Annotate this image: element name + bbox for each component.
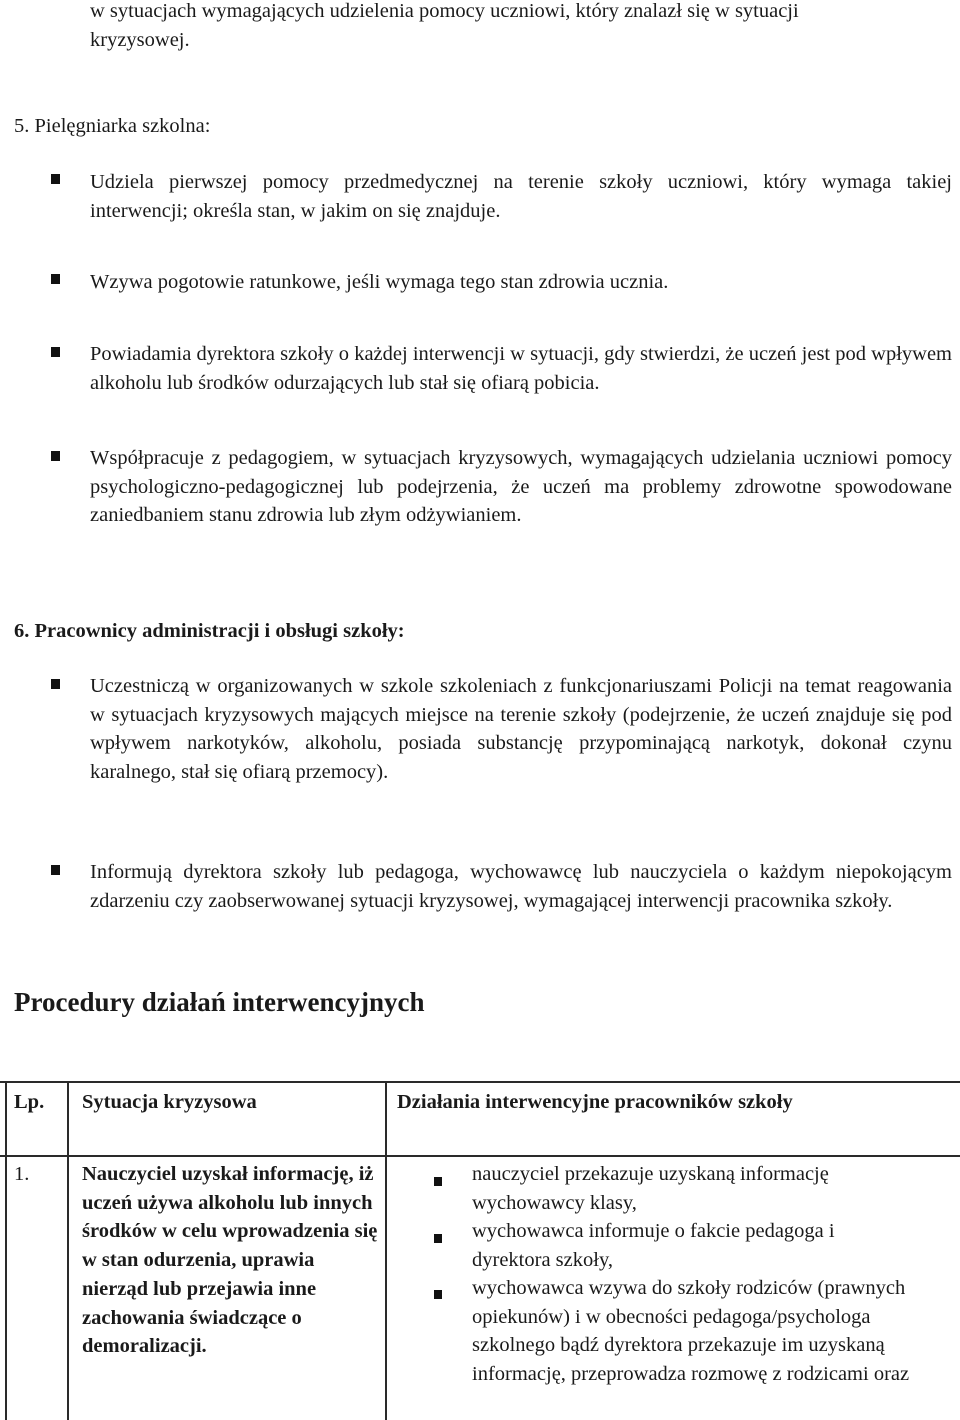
section-5-heading: 5. Pielęgniarka szkolna: bbox=[14, 115, 211, 137]
section-6-item-2: Informują dyrektora szkoły lub pedagoga, wychowawcę lub nauczyciela o każdym niepokojącym zdarzeniu czy zaobserwowanej sytuacji kryzysowej, wymagającej interwencji pracownika szkoły. bbox=[90, 861, 952, 912]
table-header-situation: Sytuacja kryzysowa bbox=[82, 1091, 257, 1113]
square-bullet-icon bbox=[50, 678, 62, 690]
table-header-actions: Działania interwencyjne pracowników szkoły bbox=[397, 1091, 793, 1113]
square-bullet-icon bbox=[433, 1280, 444, 1291]
section-5-item-2: Wzywa pogotowie ratunkowe, jeśli wymaga tego stan zdrowia ucznia. bbox=[90, 271, 669, 293]
square-bullet-icon bbox=[50, 864, 62, 876]
table-border-header-bottom bbox=[0, 1155, 960, 1157]
table-action-item: nauczyciel przekazuje uzyskaną informację wychowawcy klasy, bbox=[472, 1163, 829, 1214]
section-5-item-4: Współpracuje z pedagogiem, w sytuacjach kryzysowych, wymagających udzielania uczniowi pomocy psychologiczno-pedagogicznej lub podejrzenia, że uczeń ma problemy zdrowotne spowodowane zaniedbaniem stanu zdrowia lub złym odżywianiem. bbox=[90, 447, 952, 527]
square-bullet-icon bbox=[50, 450, 62, 462]
table-border-left bbox=[5, 1081, 7, 1420]
square-bullet-icon bbox=[433, 1224, 444, 1235]
square-bullet-icon bbox=[50, 173, 62, 185]
intro-line-1: w sytuacjach wymagających udzielenia pomocy uczniowi, który znalazł się w sytuacji bbox=[90, 0, 799, 22]
table-row-situation: Nauczyciel uzyskał informację, iż uczeń używa alkoholu lub innych środków w celu wprowadzenia się w stan odurzenia, uprawia nierząd lub przejawia inne zachowania świadczące o demoralizacji. bbox=[82, 1163, 378, 1358]
table-border-top bbox=[0, 1081, 960, 1083]
square-bullet-icon bbox=[433, 1167, 444, 1178]
procedures-title: Procedury działań interwencyjnych bbox=[14, 987, 425, 1017]
section-5-item-1: Udziela pierwszej pomocy przedmedycznej na terenie szkoły uczniowi, który wymaga takiej interwencji; określa stan, w jakim on się znajduje. bbox=[90, 171, 952, 222]
table-divider-2 bbox=[385, 1081, 387, 1420]
section-6-heading: 6. Pracownicy administracji i obsługi szkoły: bbox=[14, 620, 405, 642]
section-5-item-3: Powiadamia dyrektora szkoły o każdej interwencji w sytuacji, gdy stwierdzi, że uczeń jest pod wpływem alkoholu lub środków odurzających lub stał się ofiarą pobicia. bbox=[90, 343, 952, 394]
table-divider-1 bbox=[67, 1081, 69, 1420]
table-header-lp: Lp. bbox=[14, 1091, 45, 1113]
intro-paragraph bbox=[90, 0, 952, 54]
square-bullet-icon bbox=[50, 273, 62, 285]
section-6-item-1: Uczestniczą w organizowanych w szkole szkoleniach z funkcjonariuszami Policji na temat reagowania w sytuacjach kryzysowych mających miejsce na terenie szkoły (podejrzenie, że uczeń znajduje się pod wpływem narkotyków, alkoholu, posiada substancję przypominającą narkotyk, dokonał czynu karalnego, stał się ofiarą przemocy). bbox=[90, 675, 952, 784]
intro-line-2: kryzysowej. bbox=[90, 28, 190, 51]
table-action-item: wychowawca informuje o fakcie pedagoga i dyrektora szkoły, bbox=[472, 1220, 835, 1271]
table-row-lp: 1. bbox=[14, 1163, 30, 1185]
square-bullet-icon bbox=[50, 346, 62, 358]
table-action-item: wychowawca wzywa do szkoły rodziców (prawnych opiekunów) i w obecności pedagoga/psychologa szkolnego bądź dyrektora przekazuje im uzyskaną informację, przeprowadza rozmowę z rodzicami oraz bbox=[472, 1277, 910, 1386]
